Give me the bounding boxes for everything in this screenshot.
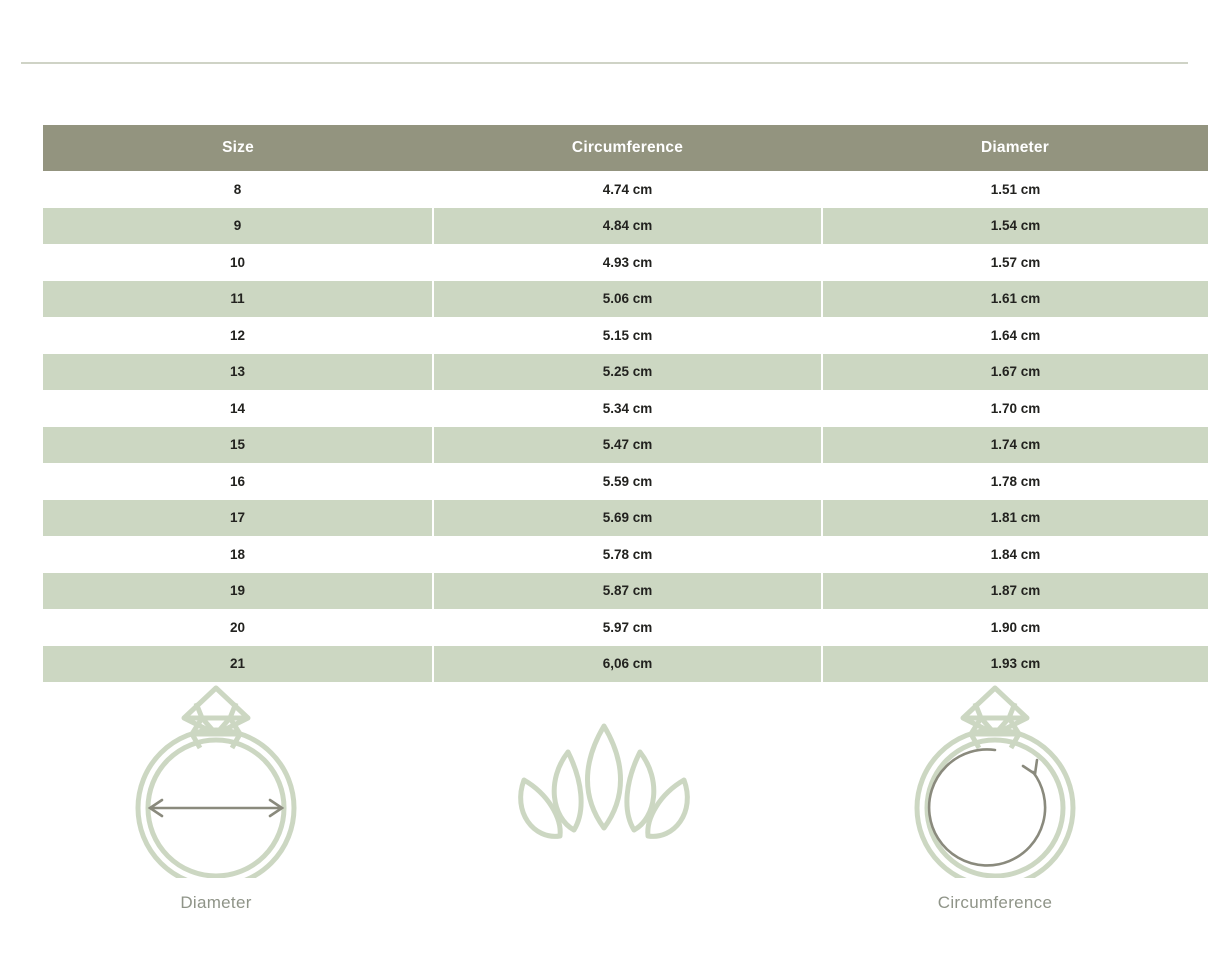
cell-circumference: 5.59 cm bbox=[433, 463, 822, 500]
table-row bbox=[43, 317, 1208, 354]
circumference-caption: Circumference bbox=[937, 893, 1053, 912]
cell-diameter: 1.54 cm bbox=[822, 208, 1208, 245]
table-header bbox=[43, 125, 1208, 171]
table-row bbox=[43, 536, 1208, 573]
cell-size: 11 bbox=[43, 281, 433, 318]
ring-size-table-container bbox=[21, 62, 1188, 672]
table-body bbox=[43, 171, 1208, 682]
cell-size: 16 bbox=[43, 463, 433, 500]
cell-diameter: 1.87 cm bbox=[822, 573, 1208, 610]
cell-size: 13 bbox=[43, 354, 433, 391]
table-row bbox=[43, 208, 1208, 245]
lotus-figure bbox=[464, 718, 744, 873]
table-row bbox=[43, 244, 1208, 281]
cell-circumference: 5.69 cm bbox=[433, 500, 822, 537]
table-row bbox=[43, 573, 1208, 610]
cell-circumference: 5.34 cm bbox=[433, 390, 822, 427]
ring-size-table bbox=[43, 125, 1208, 682]
cell-circumference: 5.78 cm bbox=[433, 536, 822, 573]
table-row bbox=[43, 390, 1208, 427]
cell-diameter: 1.64 cm bbox=[822, 317, 1208, 354]
table-row bbox=[43, 427, 1208, 464]
cell-size: 15 bbox=[43, 427, 433, 464]
cell-diameter: 1.74 cm bbox=[822, 427, 1208, 464]
cell-circumference: 4.84 cm bbox=[433, 208, 822, 245]
table-row bbox=[43, 463, 1208, 500]
column-header-size: Size bbox=[43, 125, 433, 171]
diameter-caption: Diameter bbox=[180, 893, 252, 912]
cell-circumference: 5.25 cm bbox=[433, 354, 822, 391]
cell-circumference: 6,06 cm bbox=[433, 646, 822, 683]
cell-diameter: 1.93 cm bbox=[822, 646, 1208, 683]
cell-size: 21 bbox=[43, 646, 433, 683]
cell-diameter: 1.61 cm bbox=[822, 281, 1208, 318]
table-row bbox=[43, 354, 1208, 391]
cell-circumference: 4.74 cm bbox=[433, 171, 822, 208]
ring-with-diameter-arrow-icon bbox=[76, 648, 356, 878]
cell-size: 8 bbox=[43, 171, 433, 208]
table-row bbox=[43, 171, 1208, 208]
cell-diameter: 1.70 cm bbox=[822, 390, 1208, 427]
column-header-diameter: Diameter bbox=[822, 125, 1208, 171]
table-row bbox=[43, 281, 1208, 318]
column-header-circumference: Circumference bbox=[433, 125, 822, 171]
cell-diameter: 1.57 cm bbox=[822, 244, 1208, 281]
cell-size: 9 bbox=[43, 208, 433, 245]
cell-size: 20 bbox=[43, 609, 433, 646]
cell-size: 17 bbox=[43, 500, 433, 537]
illustrations bbox=[0, 648, 1209, 948]
cell-size: 12 bbox=[43, 317, 433, 354]
table-header-row bbox=[43, 125, 1208, 171]
cell-diameter: 1.84 cm bbox=[822, 536, 1208, 573]
cell-size: 14 bbox=[43, 390, 433, 427]
cell-size: 18 bbox=[43, 536, 433, 573]
ring-with-circumference-arrow-icon bbox=[855, 648, 1135, 878]
cell-diameter: 1.90 cm bbox=[822, 609, 1208, 646]
cell-circumference: 5.97 cm bbox=[433, 609, 822, 646]
cell-diameter: 1.67 cm bbox=[822, 354, 1208, 391]
lotus-flower-icon bbox=[464, 718, 744, 858]
cell-circumference: 4.93 cm bbox=[433, 244, 822, 281]
circumference-figure bbox=[855, 648, 1135, 913]
cell-circumference: 5.06 cm bbox=[433, 281, 822, 318]
cell-circumference: 5.87 cm bbox=[433, 573, 822, 610]
cell-circumference: 5.15 cm bbox=[433, 317, 822, 354]
diameter-figure bbox=[76, 648, 356, 913]
cell-diameter: 1.81 cm bbox=[822, 500, 1208, 537]
table-row bbox=[43, 500, 1208, 537]
cell-diameter: 1.51 cm bbox=[822, 171, 1208, 208]
table-row bbox=[43, 609, 1208, 646]
cell-diameter: 1.78 cm bbox=[822, 463, 1208, 500]
cell-size: 19 bbox=[43, 573, 433, 610]
cell-size: 10 bbox=[43, 244, 433, 281]
cell-circumference: 5.47 cm bbox=[433, 427, 822, 464]
